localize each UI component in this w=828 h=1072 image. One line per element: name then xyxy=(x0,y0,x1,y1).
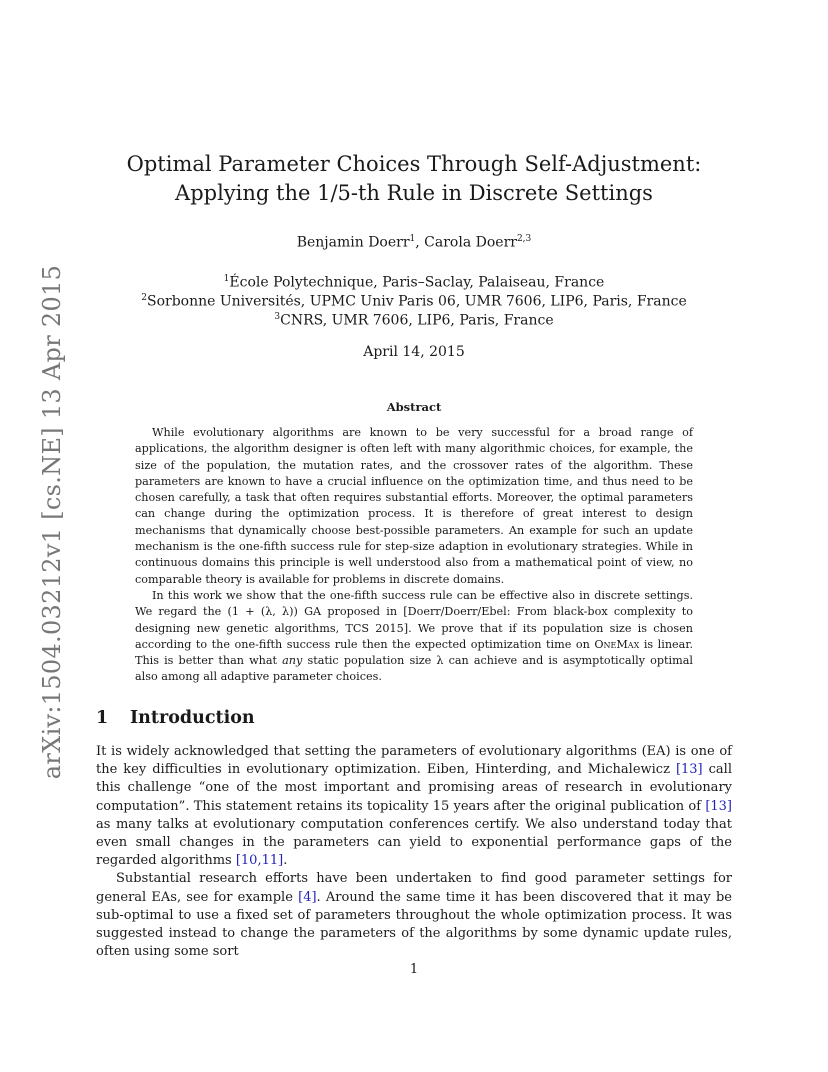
body-text: Substantial research efforts have been undertaken to find good parameter settings for general EAs, see for example xyxy=(96,871,732,905)
author-name: Carola Doerr xyxy=(424,234,517,251)
abstract-text: is linear. This is better than what xyxy=(135,637,693,668)
affiliation-mark: 1 xyxy=(223,274,230,284)
abstract-text: In this work we show that the one-fifth success rule can be effective also in discrete settings. We regard the (1 + (λ, λ)) GA proposed in [Doerr/Doerr/Ebel: From black-box complexity to designing new genetic algorithms, TCS 2015]. We prove that if its population size is chosen according to the one-fifth success rule then the expected optimization time on xyxy=(135,588,693,651)
arxiv-identifier: arXiv:1504.03212v1 [cs.NE] 13 Apr 2015 xyxy=(38,264,66,780)
body-text: . Around the same time it has been discovered that it may be sub-optimal to use a fixed set of parameters throughout the whole optimization process. It was suggested instead to change the parameters of the algorithms by some dynamic update rules, often using some sort xyxy=(96,889,732,960)
body-text: as many talks at evolutionary computation conferences certify. We also understand today that even small changes in the parameters can yield to exponential performance gaps of the regarded algorithms xyxy=(96,816,732,869)
author-separator: , xyxy=(415,234,425,251)
author-affil-mark: 1 xyxy=(409,234,416,244)
body-paragraph xyxy=(96,743,732,870)
body-text: It is widely acknowledged that setting the parameters of evolutionary algorithms (EA) is one of the key difficulties in evolutionary optimization. Eiben, Hinterding, and Michalewicz xyxy=(96,744,732,778)
introduction-body xyxy=(96,743,732,961)
affiliation-text: École Polytechnique, Paris–Saclay, Palaiseau, France xyxy=(229,274,605,291)
affiliation xyxy=(0,293,828,310)
abstract-paragraph xyxy=(135,588,693,686)
section-number: 1 xyxy=(96,708,109,728)
abstract-heading: Abstract xyxy=(386,400,442,414)
abstract-text: static population size λ can achieve and is asymptotically optimal also among all adaptive parameter choices. xyxy=(135,654,693,684)
affiliation xyxy=(0,274,828,291)
body-paragraph xyxy=(96,870,732,961)
section-heading xyxy=(96,708,255,728)
citation-link[interactable]: [13] xyxy=(675,762,703,778)
section-title: Introduction xyxy=(130,708,255,728)
citation-link[interactable]: [13] xyxy=(705,798,732,814)
citation-link[interactable]: [10,11] xyxy=(235,853,284,869)
author-affil-mark: 2,3 xyxy=(516,234,532,244)
emphasis-any: any xyxy=(282,654,303,668)
paper-title: Optimal Parameter Choices Through Self-Adjustment: Applying the 1/5-th Rule in Discrete Settings xyxy=(126,152,702,205)
abstract-paragraph: While evolutionary algorithms are known to be very successful for a broad range of applications, the algorithm designer is often left with many algorithmic choices, for example, the size of the population, the mutation rates, and the crossover rates of the algorithm. These parameters are known to have a crucial influence on the optimization time, and thus need to be chosen carefully, a task that often requires substantial efforts. Moreover, the optimal parameters can change during the optimization process. It is therefore of great interest to design mechanisms that dynamically choose best-possible parameters. An example for such an update mechanism is the one-fifth success rule for step-size adaption in evolutionary strategies. While in continuous domains this principle is well understood also from a mathematical point of view, no comparable theory is available for problems in discrete domains. xyxy=(135,426,693,586)
page-number: 1 xyxy=(409,962,419,977)
author-name: Benjamin Doerr xyxy=(296,234,410,251)
affiliation-text: Sorbonne Universités, UPMC Univ Paris 06, UMR 7606, LIP6, Paris, France xyxy=(147,293,687,310)
author-line xyxy=(0,234,828,251)
affiliation xyxy=(0,312,828,329)
citation-link[interactable]: [4] xyxy=(298,889,317,905)
paper-date: April 14, 2015 xyxy=(363,344,465,360)
abstract-body xyxy=(135,425,693,686)
affiliation-text: CNRS, UMR 7606, LIP6, Paris, France xyxy=(280,312,554,329)
affiliation-mark: 2 xyxy=(141,293,147,303)
body-text: . xyxy=(283,853,288,869)
onemax-term: OneMax xyxy=(594,637,640,651)
body-text: call this challenge “one of the most important and promising areas of research in evolutionary computation”. This statement retains its topicality 15 years after the original publication of xyxy=(96,762,732,814)
affiliation-mark: 3 xyxy=(274,312,281,322)
